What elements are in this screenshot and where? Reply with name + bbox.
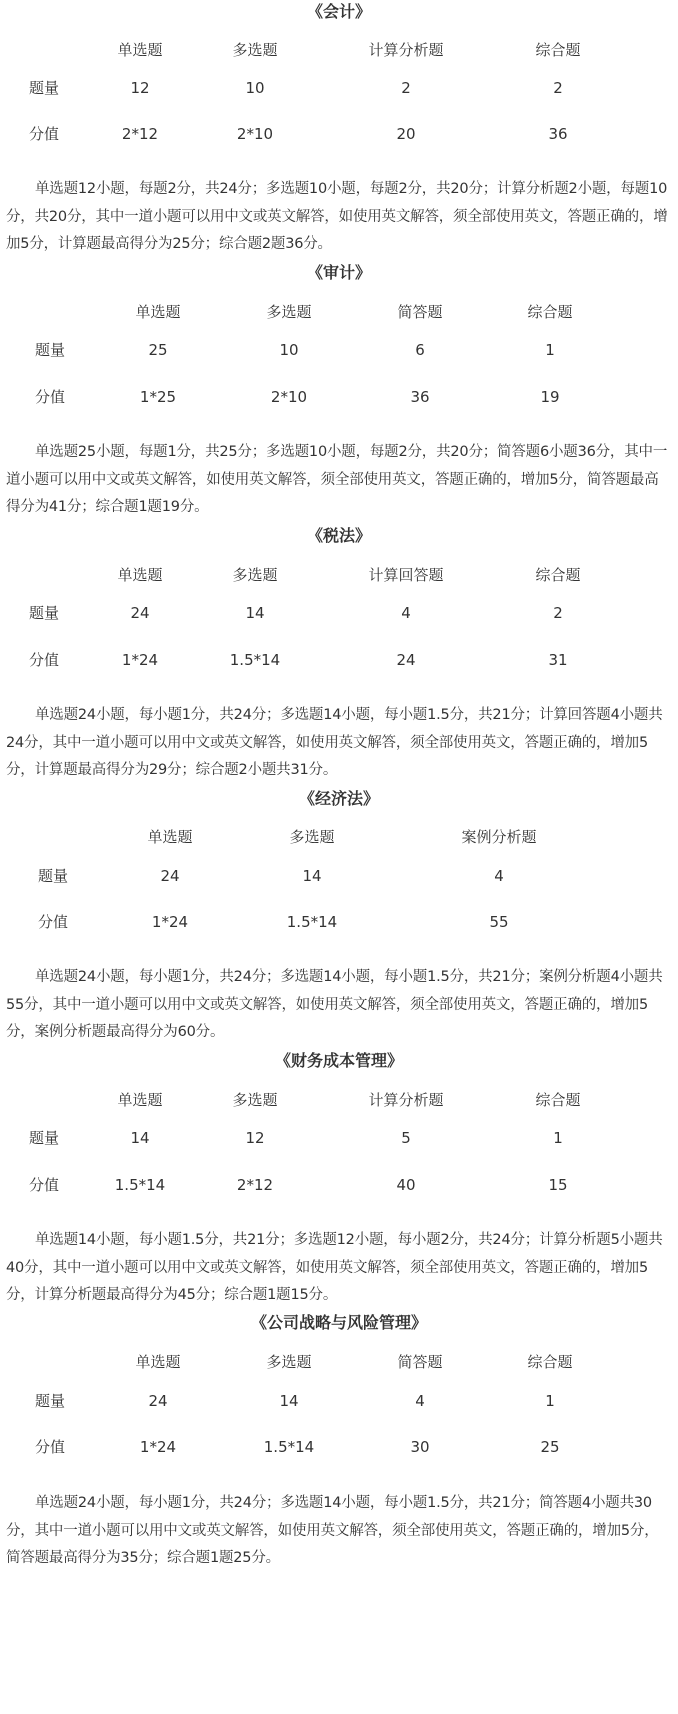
col-header: 单选题 [117,1091,163,1109]
score-cell: 20 [396,125,416,143]
section-title: 《会计》 [306,2,371,21]
score-cell: 1.5*14 [286,913,338,931]
score-cell: 2*10 [270,388,308,406]
col-header: 单选题 [135,1353,181,1371]
count-cell: 1 [553,1129,563,1147]
score-cell: 36 [548,125,568,143]
score-cell: 55 [489,913,509,931]
section-description: 单选题24小题，每小题1分，共24分；多选题14小题，每小题1.5分，共21分；案例分析题4小题共55分，其中一道小题可以用中文或英文解答，如使用英文解答，须全部使用英文，答题正确的，增加5分，案例分析题最高得分为60分。 [6,969,663,1040]
score-cell: 25 [540,1438,560,1456]
score-cell: 15 [548,1176,568,1194]
col-header: 单选题 [135,303,181,321]
col-header: 多选题 [289,828,335,846]
col-header: 综合题 [535,1091,581,1109]
count-cell: 1 [545,1392,555,1410]
score-cell: 19 [540,388,560,406]
count-cell: 14 [302,867,322,885]
col-header: 计算分析题 [368,41,444,59]
col-header: 单选题 [117,41,163,59]
col-header: 简答题 [397,1353,443,1371]
score-cell: 1*24 [151,913,189,931]
row-label-count: 题量 [34,341,65,359]
row-label-count: 题量 [37,867,68,885]
count-cell: 1 [545,341,555,359]
count-cell: 6 [415,341,425,359]
count-cell: 24 [148,1392,168,1410]
col-header: 综合题 [535,566,581,584]
col-header: 多选题 [232,566,278,584]
count-cell: 25 [148,341,168,359]
score-cell: 1*24 [121,651,159,669]
row-label-count: 题量 [34,1392,65,1410]
col-header: 多选题 [232,1091,278,1109]
col-header: 多选题 [266,1353,312,1371]
count-cell: 4 [401,604,411,622]
col-header: 综合题 [535,41,581,59]
section-description: 单选题12小题，每题2分，共24分；多选题10小题，每题2分，共20分；计算分析题2小题，每题10分，共20分，其中一道小题可以用中文或英文解答，如使用英文解答，须全部使用英文，答题正确的，增加5分，计算题最高得分为25分；综合题2题36分。 [6,181,668,252]
section-title: 《审计》 [306,263,371,282]
count-cell: 12 [130,79,150,97]
count-cell: 12 [245,1129,265,1147]
count-cell: 4 [415,1392,425,1410]
count-cell: 10 [279,341,299,359]
row-label-score: 分值 [28,651,59,669]
row-label-score: 分值 [34,388,65,406]
score-cell: 1.5*14 [114,1176,166,1194]
section-description: 单选题25小题，每题1分，共25分；多选题10小题，每题2分，共20分；简答题6小题36分，其中一道小题可以用中文或英文解答，如使用英文解答，须全部使用英文，答题正确的，增加5分，简答题最高得分为41分；综合题1题19分。 [6,444,668,515]
score-cell: 2*12 [236,1176,274,1194]
row-label-score: 分值 [37,913,68,931]
col-header: 简答题 [397,303,443,321]
score-cell: 1.5*14 [263,1438,315,1456]
section-title: 《税法》 [306,526,371,545]
col-header: 多选题 [232,41,278,59]
score-cell: 40 [396,1176,416,1194]
score-cell: 24 [396,651,416,669]
row-label-count: 题量 [28,604,59,622]
count-cell: 14 [279,1392,299,1410]
section-description: 单选题24小题，每小题1分，共24分；多选题14小题，每小题1.5分，共21分；计算回答题4小题共24分，其中一道小题可以用中文或英文解答，如使用英文解答，须全部使用英文，答题正确的，增加5分，计算题最高得分为29分；综合题2小题共31分。 [6,707,663,778]
row-label-count: 题量 [28,1129,59,1147]
score-cell: 2*10 [236,125,274,143]
count-cell: 14 [245,604,265,622]
row-label-score: 分值 [28,125,59,143]
score-cell: 30 [410,1438,430,1456]
col-header: 综合题 [527,303,573,321]
col-header: 综合题 [527,1353,573,1371]
score-cell: 2*12 [121,125,159,143]
count-cell: 24 [130,604,150,622]
score-cell: 36 [410,388,430,406]
row-label-count: 题量 [28,79,59,97]
score-cell: 1.5*14 [229,651,281,669]
col-header: 多选题 [266,303,312,321]
col-header: 计算回答题 [368,566,444,584]
section-title: 《财务成本管理》 [274,1051,403,1070]
col-header: 案例分析题 [461,828,537,846]
col-header: 单选题 [147,828,193,846]
row-label-score: 分值 [34,1438,65,1456]
score-cell: 1*24 [139,1438,177,1456]
section-title: 《公司战略与风险管理》 [250,1313,427,1332]
count-cell: 5 [401,1129,411,1147]
section-description: 单选题14小题，每小题1.5分，共21分；多选题12小题，每小题2分，共24分；计算分析题5小题共40分，其中一道小题可以用中文或英文解答，如使用英文解答，须全部使用英文，答题正确的，增加5分，计算分析题最高得分为45分；综合题1题15分。 [6,1232,663,1303]
count-cell: 10 [245,79,265,97]
col-header: 计算分析题 [368,1091,444,1109]
row-label-score: 分值 [28,1176,59,1194]
count-cell: 2 [553,79,563,97]
count-cell: 2 [553,604,563,622]
count-cell: 2 [401,79,411,97]
score-cell: 1*25 [139,388,177,406]
score-cell: 31 [548,651,568,669]
count-cell: 4 [494,867,504,885]
col-header: 单选题 [117,566,163,584]
section-description: 单选题24小题，每小题1分，共24分；多选题14小题，每小题1.5分，共21分；简答题4小题共30分，其中一道小题可以用中文或英文解答，如使用英文解答，须全部使用英文，答题正确的，增加5分，简答题最高得分为35分；综合题1题25分。 [6,1495,659,1566]
count-cell: 24 [160,867,180,885]
count-cell: 14 [130,1129,150,1147]
section-title: 《经济法》 [298,789,379,808]
